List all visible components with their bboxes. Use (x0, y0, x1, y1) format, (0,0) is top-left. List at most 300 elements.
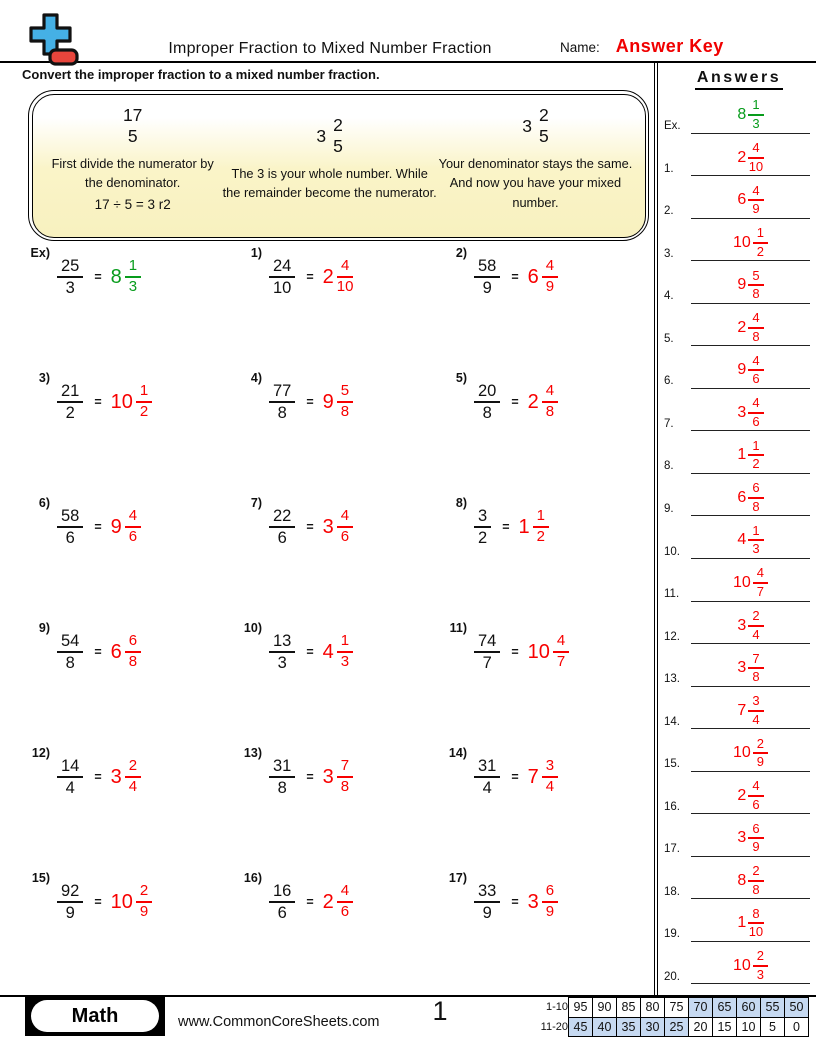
score-table (541, 997, 809, 1037)
mixed-number-answer (111, 883, 153, 921)
improper-fraction (474, 257, 500, 298)
answer-denominator: 10 (748, 158, 764, 174)
equals-sign: = (511, 395, 519, 409)
answer-value (737, 439, 763, 473)
answer-row (662, 772, 816, 815)
fraction-denominator: 4 (482, 779, 492, 797)
answer-fraction (337, 758, 353, 796)
answer-blank-line (691, 184, 810, 219)
website-url: www.CommonCoreSheets.com (178, 1014, 380, 1030)
answer-value (737, 864, 763, 898)
answer-numerator: 1 (337, 633, 353, 653)
answer-denominator: 8 (752, 881, 760, 897)
fraction-denominator: 2 (65, 404, 75, 422)
equals-sign: = (306, 645, 314, 659)
answer-numerator: 4 (125, 508, 141, 528)
answer-fraction (748, 864, 763, 897)
answer-denominator: 3 (340, 653, 350, 670)
answer-fraction (136, 883, 152, 921)
answer-whole: 10 (527, 640, 550, 663)
answer-fraction (125, 258, 141, 296)
mixed-number-answer (111, 383, 153, 421)
answer-numerator: 2 (753, 737, 768, 755)
answer-value (737, 98, 763, 132)
answer-fraction (542, 383, 558, 421)
problem-number-label: 8) (455, 496, 467, 510)
answer-denominator: 8 (545, 403, 555, 420)
answer-whole: 8 (110, 265, 122, 288)
equals-sign: = (511, 895, 519, 909)
equals-sign: = (511, 645, 519, 659)
answers-list (662, 91, 816, 984)
problem-number-label: 3) (38, 371, 50, 385)
answer-numerator: 7 (748, 652, 763, 670)
answer-denominator: 6 (752, 796, 760, 812)
answer-row (662, 559, 816, 602)
answer-whole: 3 (737, 403, 747, 421)
answer-fraction (748, 694, 763, 727)
answer-fraction (337, 383, 353, 421)
answer-fraction (748, 652, 763, 685)
answer-blank-line (691, 396, 810, 431)
answer-numerator: 1 (748, 98, 763, 116)
answer-whole: 10 (110, 890, 133, 913)
answer-whole: 1 (737, 446, 747, 464)
fraction-denominator: 6 (277, 529, 287, 547)
answer-denominator: 8 (340, 403, 350, 420)
answer-denominator: 10 (336, 278, 354, 295)
answer-denominator: 2 (139, 403, 149, 420)
problem-number-label: 13) (243, 746, 262, 760)
problem-item (18, 246, 230, 308)
commoncoresheets-logo (20, 12, 80, 70)
answer-blank-line (691, 98, 810, 133)
answer-numerator: 5 (748, 269, 763, 287)
equals-sign: = (306, 770, 314, 784)
answer-row (662, 602, 816, 645)
equals-sign: = (94, 770, 102, 784)
problem-item (435, 246, 655, 308)
example-step-2 (221, 103, 439, 231)
answer-blank-line (691, 652, 810, 687)
mixed-number-answer (528, 758, 558, 796)
answer-numerator: 4 (753, 566, 768, 584)
score-cell: 90 (593, 998, 617, 1018)
problem-item (230, 496, 435, 558)
answer-denominator: 8 (752, 328, 760, 344)
example-numerator: 2 (538, 104, 549, 125)
answer-row (662, 304, 816, 347)
answer-row-label: 20. (664, 970, 680, 983)
answer-value (733, 949, 768, 983)
problem-number-label: 6) (38, 496, 50, 510)
answer-whole: 9 (737, 361, 747, 379)
mixed-number-answer (519, 508, 549, 546)
improper-fraction (57, 382, 83, 423)
problem-number-label: 2) (455, 246, 467, 260)
fraction-numerator: 20 (474, 382, 500, 403)
answer-numerator: 1 (125, 258, 141, 278)
answer-numerator: 2 (125, 758, 141, 778)
answer-numerator: 1 (753, 226, 768, 244)
answer-numerator: 6 (125, 633, 141, 653)
answer-whole: 2 (322, 890, 334, 913)
answer-blank-line (691, 311, 810, 346)
answer-row (662, 474, 816, 517)
problem-number-label: Ex) (30, 246, 50, 260)
score-cell: 45 (569, 1017, 593, 1037)
answer-fraction (748, 779, 763, 812)
fraction-denominator: 8 (277, 404, 287, 422)
answer-fraction (337, 883, 353, 921)
score-cell: 5 (761, 1017, 785, 1037)
answer-fraction (748, 396, 763, 429)
problem-item (230, 871, 435, 933)
answer-whole: 6 (527, 265, 539, 288)
mixed-number-answer (111, 258, 141, 296)
score-table-wrap (541, 997, 809, 1037)
mixed-number-answer (111, 633, 141, 671)
answer-row (662, 346, 816, 389)
improper-fraction (269, 882, 295, 923)
mixed-number-answer (528, 258, 558, 296)
answer-fraction (125, 508, 141, 546)
answer-numerator: 6 (748, 481, 763, 499)
answer-row-label: 8. (664, 460, 674, 473)
answer-value (737, 652, 763, 686)
equals-sign: = (306, 520, 314, 534)
answer-fraction (553, 633, 569, 671)
score-cell: 65 (713, 998, 737, 1018)
example-denominator: 5 (127, 126, 138, 147)
mixed-number-answer (111, 508, 141, 546)
answer-row-label: 18. (664, 885, 680, 898)
answer-value (737, 396, 763, 430)
answer-row-label: 15. (664, 758, 680, 771)
score-range-label: 1-10 (545, 1001, 568, 1014)
fraction-numerator: 21 (57, 382, 83, 403)
fraction-numerator: 14 (57, 757, 83, 778)
problem-item (18, 871, 230, 933)
fraction-numerator: 22 (269, 507, 295, 528)
answer-value (737, 184, 763, 218)
answer-numerator: 2 (748, 609, 763, 627)
equals-sign: = (511, 770, 519, 784)
improper-fraction (474, 882, 500, 923)
answer-denominator: 10 (748, 924, 764, 940)
mixed-number-answer (111, 758, 141, 796)
answer-numerator: 4 (337, 883, 353, 903)
answer-row-label: 2. (664, 205, 674, 218)
answer-row-label: 10. (664, 545, 680, 558)
answer-fraction (753, 226, 768, 259)
answer-row (662, 687, 816, 730)
answer-value (737, 311, 763, 345)
example-step-2-text: The 3 is your whole number. While the remainder become the numerator. (222, 166, 437, 201)
answer-denominator: 2 (752, 456, 760, 472)
equals-sign: = (94, 395, 102, 409)
answer-key-text: Answer Key (615, 36, 724, 56)
answer-fraction (748, 311, 763, 344)
mixed-number-answer (323, 383, 353, 421)
problem-item (230, 621, 435, 683)
answer-fraction (753, 949, 768, 982)
fraction-numerator: 24 (269, 257, 295, 278)
example-box-inner (32, 94, 646, 238)
answer-blank-line (691, 269, 810, 304)
example-denominator: 5 (538, 126, 549, 147)
answer-row-label: 12. (664, 630, 680, 643)
answer-row-label: 19. (664, 928, 680, 941)
answer-numerator: 1 (136, 383, 152, 403)
answer-denominator: 8 (752, 669, 760, 685)
mixed-number-answer (323, 758, 353, 796)
fraction-denominator: 2 (478, 529, 488, 547)
mixed-number-answer (323, 883, 353, 921)
answer-whole: 3 (737, 616, 747, 634)
problem-item (230, 371, 435, 433)
answer-blank-line (691, 737, 810, 772)
problem-number-label: 17) (448, 871, 467, 885)
answer-numerator: 4 (542, 383, 558, 403)
answer-fraction (748, 141, 763, 174)
answer-row-label: 16. (664, 800, 680, 813)
answer-numerator: 4 (748, 311, 763, 329)
answer-fraction (748, 269, 763, 302)
example-numerator: 2 (333, 114, 343, 135)
mixed-number-answer (528, 633, 570, 671)
improper-fraction (474, 507, 491, 548)
answer-row-label: 4. (664, 290, 674, 303)
answer-numerator: 4 (748, 779, 763, 797)
mixed-number-answer (528, 883, 558, 921)
score-cell: 40 (593, 1017, 617, 1037)
answer-whole: 2 (737, 786, 747, 804)
answer-whole: 10 (110, 390, 133, 413)
answer-value (733, 226, 768, 260)
answer-numerator: 3 (542, 758, 558, 778)
answer-whole: 4 (322, 640, 334, 663)
example-box (28, 90, 649, 241)
fraction-numerator: 3 (474, 507, 491, 528)
answer-denominator: 9 (752, 201, 760, 217)
answer-row-label: 7. (664, 417, 674, 430)
equals-sign: = (306, 895, 314, 909)
answer-row (662, 261, 816, 304)
improper-fraction (474, 632, 500, 673)
answer-denominator: 9 (752, 839, 760, 855)
answer-blank-line (691, 566, 810, 601)
answer-numerator: 1 (533, 508, 549, 528)
plus-minus-logo-icon (20, 12, 80, 70)
answer-denominator: 9 (139, 903, 149, 920)
fraction-denominator: 6 (277, 904, 287, 922)
fraction-numerator: 54 (57, 632, 83, 653)
answer-denominator: 7 (756, 584, 765, 600)
answer-blank-line (691, 949, 810, 984)
score-cell: 25 (665, 1017, 689, 1037)
page-title: Improper Fraction to Mixed Number Fraction (168, 40, 492, 57)
improper-fraction (269, 757, 295, 798)
problem-item (435, 871, 655, 933)
answer-denominator: 8 (752, 286, 760, 302)
score-cell: 0 (785, 1017, 809, 1037)
answer-denominator: 9 (756, 754, 765, 770)
answer-blank-line (691, 481, 810, 516)
score-cell: 80 (641, 998, 665, 1018)
answer-numerator: 7 (337, 758, 353, 778)
problems-grid (18, 246, 655, 996)
answer-denominator: 9 (545, 278, 555, 295)
mixed-number-answer (323, 508, 353, 546)
fraction-numerator: 33 (474, 882, 500, 903)
answer-numerator: 4 (337, 508, 353, 528)
problem-number-label: 1) (250, 246, 262, 260)
problem-item (230, 246, 435, 308)
score-cell: 35 (617, 1017, 641, 1037)
score-range-label: 11-20 (540, 1020, 568, 1033)
answer-fraction (753, 737, 768, 770)
answer-denominator: 4 (545, 778, 555, 795)
answer-value (733, 737, 768, 771)
problem-item (18, 746, 230, 808)
fraction-denominator: 9 (482, 904, 492, 922)
answer-whole: 2 (737, 318, 747, 336)
answer-numerator: 4 (748, 354, 763, 372)
fraction-denominator: 3 (277, 654, 287, 672)
problem-number-label: 9) (38, 621, 50, 635)
answer-numerator: 4 (337, 258, 353, 278)
problem-number-label: 16) (243, 871, 262, 885)
answer-denominator: 8 (752, 498, 760, 514)
answer-whole: 10 (732, 233, 751, 251)
answer-fraction (542, 258, 558, 296)
answer-numerator: 5 (337, 383, 353, 403)
answer-blank-line (691, 822, 810, 857)
answer-blank-line (691, 864, 810, 899)
answers-panel (662, 64, 816, 984)
answer-whole: 2 (737, 148, 747, 166)
answer-numerator: 6 (748, 822, 763, 840)
answer-denominator: 4 (752, 711, 760, 727)
example-mixed-number (316, 115, 342, 159)
improper-fraction (269, 507, 295, 548)
problem-item (18, 371, 230, 433)
fraction-denominator: 6 (65, 529, 75, 547)
improper-fraction (57, 507, 83, 548)
answer-denominator: 3 (752, 116, 760, 131)
answer-whole: 3 (737, 829, 747, 847)
answer-row-label: 3. (664, 247, 674, 260)
answer-fraction (748, 609, 763, 642)
answer-denominator: 4 (128, 778, 138, 795)
score-cell: 60 (737, 998, 761, 1018)
answer-denominator: 2 (536, 528, 545, 545)
answer-fraction (533, 508, 549, 546)
answer-whole: 8 (737, 106, 747, 123)
example-fraction (333, 115, 343, 159)
fraction-denominator: 9 (65, 904, 75, 922)
answer-fraction (125, 633, 141, 671)
improper-fraction (474, 757, 500, 798)
mixed-number-answer (528, 383, 558, 421)
fraction-numerator: 31 (474, 757, 500, 778)
problem-item (18, 496, 230, 558)
minus-icon (50, 50, 77, 64)
answer-row (662, 857, 816, 900)
answer-whole: 1 (518, 515, 530, 538)
answer-whole: 10 (732, 574, 751, 592)
answer-whole: 9 (322, 390, 334, 413)
problem-number-label: 11) (449, 621, 467, 635)
mixed-number-answer (323, 258, 354, 296)
answer-whole: 6 (110, 640, 122, 663)
answer-row-label: 5. (664, 332, 674, 345)
answer-whole: 1 (737, 914, 747, 932)
answer-numerator: 6 (542, 883, 558, 903)
answer-whole: 3 (322, 515, 334, 538)
answer-row-label: Ex. (664, 120, 681, 133)
answer-blank-line (691, 141, 810, 176)
fraction-numerator: 31 (269, 757, 295, 778)
answer-row (662, 176, 816, 219)
example-step-1 (45, 103, 221, 231)
improper-fraction (474, 382, 500, 423)
answer-numerator: 4 (748, 396, 763, 414)
answer-numerator: 4 (553, 633, 569, 653)
score-cell: 85 (617, 998, 641, 1018)
problem-number-label: 7) (250, 496, 262, 510)
answer-denominator: 6 (752, 413, 760, 429)
answer-value (737, 354, 763, 388)
answer-value (737, 694, 763, 728)
answer-row-label: 17. (664, 843, 680, 856)
problem-item (230, 746, 435, 808)
fraction-denominator: 8 (482, 404, 492, 422)
answer-numerator: 2 (748, 864, 763, 882)
answer-denominator: 4 (752, 626, 760, 642)
answer-row (662, 431, 816, 474)
answer-fraction (748, 907, 763, 940)
answer-fraction (748, 354, 763, 387)
improper-fraction (57, 757, 83, 798)
answer-fraction (753, 566, 768, 599)
answer-whole: 10 (732, 956, 751, 974)
answer-whole: 3 (110, 765, 122, 788)
example-denominator: 5 (333, 136, 343, 157)
problem-number-label: 10) (243, 621, 262, 635)
answer-row-label: 11. (664, 588, 680, 601)
answer-whole: 4 (737, 531, 747, 549)
answer-blank-line (691, 907, 810, 942)
answer-row-label: 1. (664, 162, 674, 175)
problem-item (435, 746, 655, 808)
answer-denominator: 2 (756, 243, 765, 259)
answer-whole: 10 (732, 744, 751, 762)
example-whole: 3 (522, 116, 532, 137)
answer-blank-line (691, 524, 810, 559)
example-whole: 3 (316, 126, 327, 147)
answer-whole: 6 (737, 488, 747, 506)
example-numerator: 17 (122, 104, 143, 125)
fraction-denominator: 4 (65, 779, 75, 797)
answer-value (733, 566, 768, 600)
answer-whole: 9 (110, 515, 122, 538)
fraction-denominator: 3 (65, 279, 75, 297)
equals-sign: = (511, 270, 519, 284)
answer-fraction (136, 383, 152, 421)
answer-denominator: 7 (556, 653, 566, 670)
